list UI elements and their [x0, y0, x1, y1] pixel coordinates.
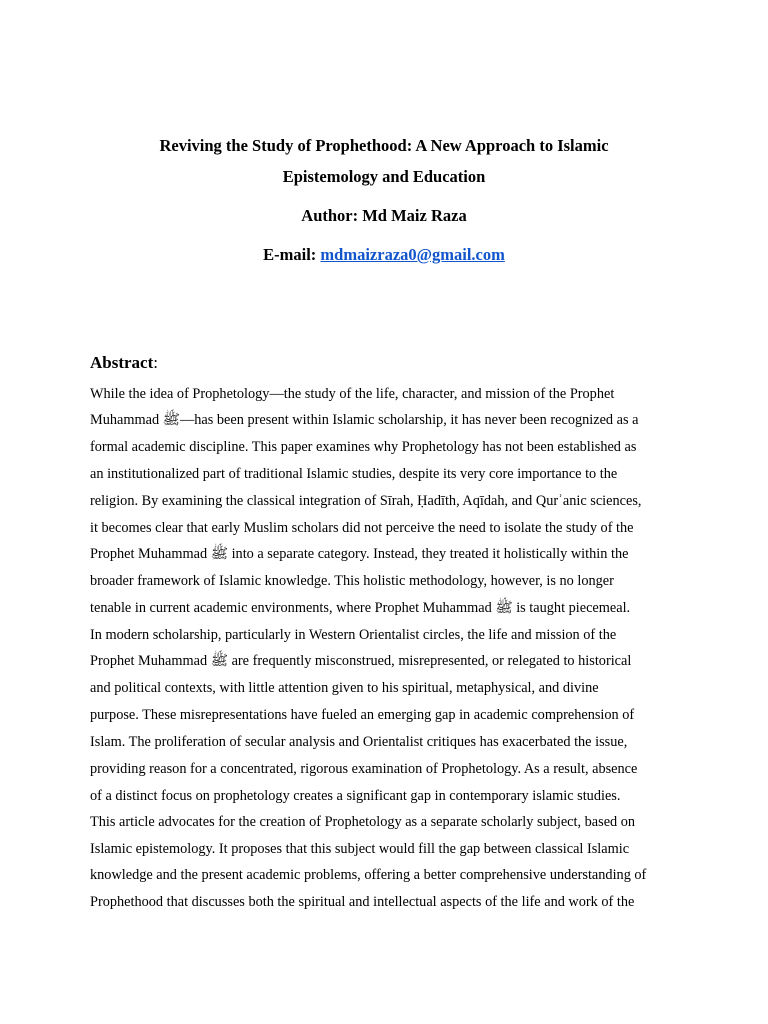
abstract-line: it becomes clear that early Muslim scholars did not perceive the need to isolate the study of the	[90, 520, 634, 536]
author-line: Author: Md Maiz Raza	[301, 206, 467, 225]
abstract-line: In modern scholarship, particularly in Western Orientalist circles, the life and mission of the	[90, 627, 617, 643]
abstract-line: Muhammad ﷺ—has been present within Islamic scholarship, it has never been recognized as a	[90, 412, 639, 428]
abstract-line: Prophet Muhammad ﷺ into a separate category. Instead, they treated it holistically within the	[90, 546, 629, 562]
abstract-line: purpose. These misrepresentations have fueled an emerging gap in academic comprehension of	[90, 707, 635, 723]
email-line	[0, 245, 768, 265]
abstract-line: formal academic discipline. This paper examines why Prophetology has not been established as	[90, 439, 637, 455]
abstract-line: providing reason for a concentrated, rigorous examination of Prophetology. As a result, absence	[90, 761, 638, 777]
abstract-heading	[90, 353, 158, 373]
abstract-line: religion. By examining the classical integration of Sīrah, Ḥadīth, Aqīdah, and Qurʾanic sciences,	[90, 493, 642, 509]
abstract-heading-colon: :	[153, 353, 158, 372]
email-link[interactable]: mdmaizraza0@gmail.com	[320, 245, 505, 264]
abstract-line: broader framework of Islamic knowledge. This holistic methodology, however, is no longer	[90, 573, 614, 589]
abstract-line: While the idea of Prophetology—the study of the life, character, and mission of the Prophet	[90, 386, 615, 402]
abstract-line: an institutionalized part of traditional Islamic studies, despite its very core importance to the	[90, 466, 618, 482]
abstract-line: tenable in current academic environments, where Prophet Muhammad ﷺ is taught piecemeal.	[90, 600, 631, 616]
abstract-line: Prophet Muhammad ﷺ are frequently misconstrued, misrepresented, or relegated to historical	[90, 653, 632, 669]
email-label: E-mail:	[263, 245, 317, 264]
abstract-line: Prophethood that discusses both the spiritual and intellectual aspects of the life and work of the	[90, 894, 635, 910]
abstract-line: and political contexts, with little attention given to his spiritual, metaphysical, and divine	[90, 680, 599, 696]
abstract-line: of a distinct focus on prophetology creates a significant gap in contemporary islamic studies.	[90, 788, 621, 804]
abstract-line: knowledge and the present academic problems, offering a better comprehensive understanding of	[90, 867, 647, 883]
abstract-line: Islam. The proliferation of secular analysis and Orientalist critiques has exacerbated the issue,	[90, 734, 628, 750]
paper-title-line-2: Epistemology and Education	[282, 167, 486, 186]
abstract-heading-text: Abstract	[90, 353, 154, 372]
abstract-line: This article advocates for the creation of Prophetology as a separate scholarly subject, based on	[90, 814, 636, 830]
abstract-line: Islamic epistemology. It proposes that this subject would fill the gap between classical Islamic	[90, 841, 630, 857]
paper-title-line-1: Reviving the Study of Prophethood: A New Approach to Islamic	[159, 136, 609, 155]
